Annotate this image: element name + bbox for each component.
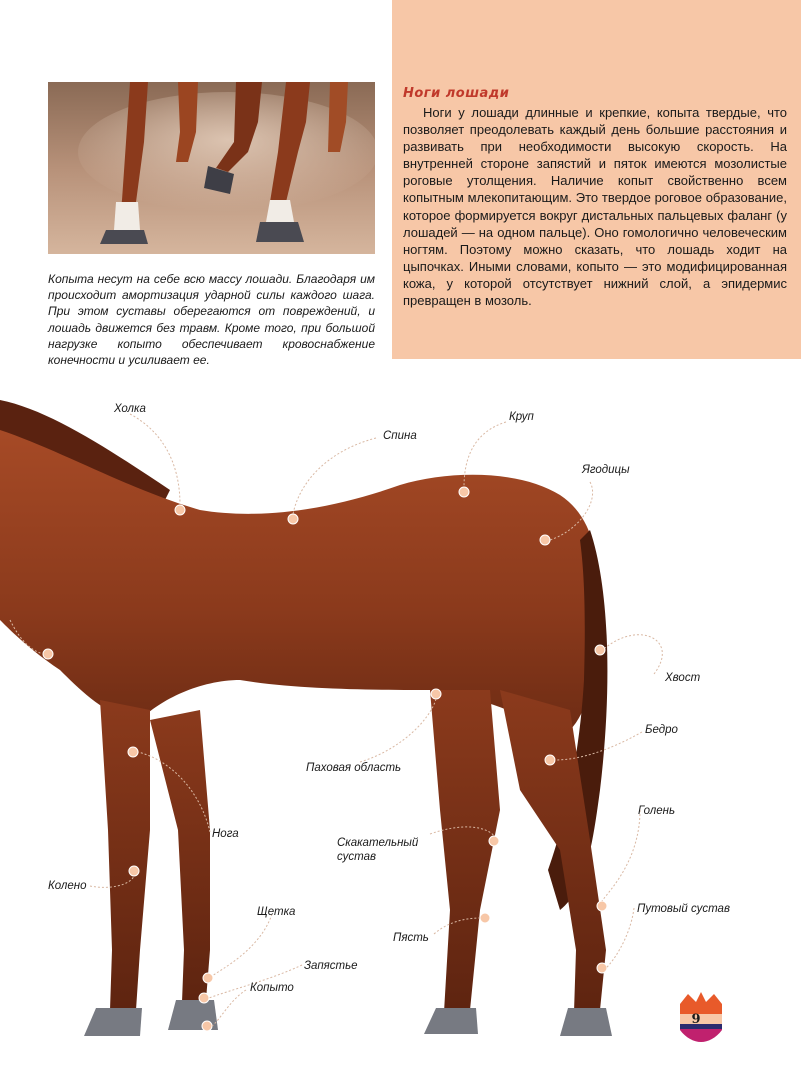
label-noga: Нога: [212, 828, 239, 840]
label-hvost: Хвост: [665, 672, 701, 684]
label-skakatelny-line2: сустав: [337, 851, 376, 863]
hooves-photo: [48, 82, 375, 254]
label-golen: Голень: [638, 805, 676, 817]
label-kopyto: Копыто: [250, 982, 294, 994]
sidebar-paragraph: Ноги у лошади длинные и крепкие, копыта твердые, что позволяет преодолевать каждый день большие расстояния и развивать при необходимости высокую скорость. На внутренней стороне запястий и пяток имеются мозолистые роговые утолщения. Наличие копыт свойственно всем копытным млекопитающим. Это твердое роговое образование, которое формируется вокруг дистальных пальцевых фаланг (у лошадей — на одном пальце). Оно гомологично человеческим ногтям. Поэтому можно сказать, что лошадь ходит на цыпочках. Иными словами, копыто — это модифицированная кожа, у которой отсутствует нижний слой, а эпидермис превращен в мозоль.: [403, 105, 787, 309]
label-zapyastie: Запястье: [304, 960, 358, 972]
label-bedro: Бедро: [645, 724, 678, 736]
photo-caption: Копыта несут на себе всю массу лошади. Благодаря им происходит амортизация ударной силы каждого шага. При этом суставы оберегаются от повреждений, и лошадь движется без травм. Кроме того, при большой нагрузке копыто обеспечивает кровоснабжение конечности и усиливает ее.: [48, 272, 375, 368]
label-holka: Холка: [114, 403, 146, 415]
label-pyast: Пясть: [393, 932, 429, 944]
sidebar-title: Ноги лошади: [403, 86, 510, 101]
page-number: 9: [691, 1012, 701, 1027]
horse-illustration: [0, 390, 801, 1080]
label-yagodicy: Ягодицы: [582, 464, 630, 476]
label-koleno: Колено: [48, 880, 87, 892]
sidebar-text: [403, 104, 787, 309]
label-skakatelny: [337, 836, 418, 864]
label-putovy: Путовый сустав: [637, 903, 730, 915]
label-pahovaya: Паховая область: [306, 762, 402, 774]
label-spina: Спина: [383, 430, 417, 442]
label-skakatelny-line1: Скакательный: [337, 837, 419, 849]
label-shchetka: Щетка: [257, 906, 296, 918]
label-krup: Круп: [509, 411, 534, 423]
